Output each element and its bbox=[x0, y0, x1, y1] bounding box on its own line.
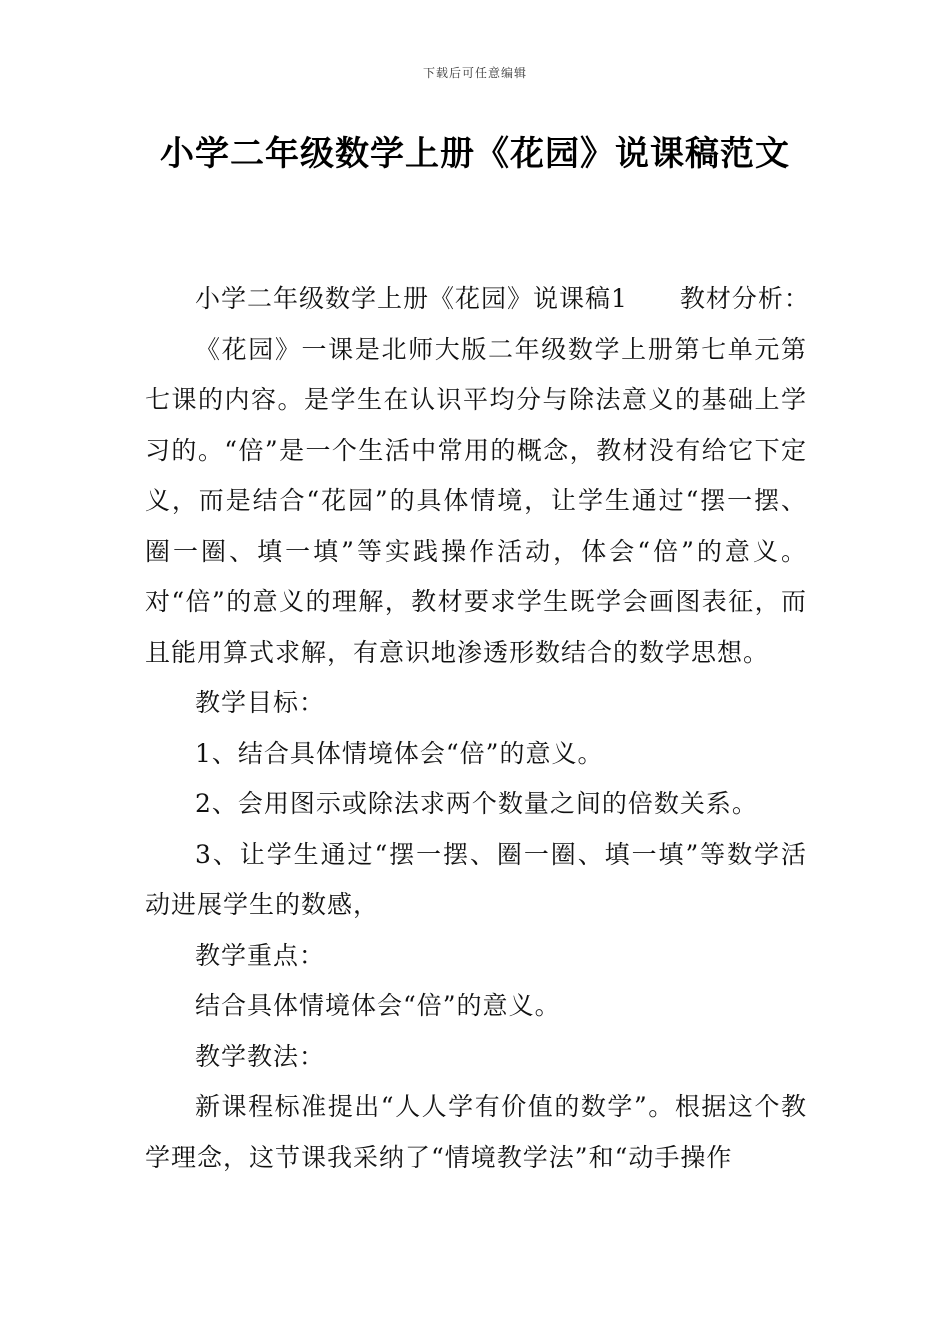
document-body bbox=[145, 274, 810, 1183]
goal-item-2: 2、会用图示或除法求两个数量之间的倍数关系。 bbox=[195, 789, 758, 818]
paragraph-key-point: 结合具体情境体会“倍”的意义。 bbox=[195, 991, 561, 1020]
section-heading-method: 教学教法： bbox=[195, 1041, 326, 1071]
section-heading-analysis: 教材分析： bbox=[679, 284, 810, 313]
paragraph-method: 新课程标准提出“人人学有价值的数学”。根据这个教学理念，这节课我采纳了“情境教学法”和“动手操作 bbox=[145, 1092, 807, 1172]
section-heading-key-point: 教学重点： bbox=[195, 940, 326, 970]
paragraph-analysis: 《花园》一课是北师大版二年级数学上册第七单元第七课的内容。是学生在认识平均分与除法意义的基础上学习的。“倍”是一个生活中常用的概念，教材没有给它下定义，而是结合“花园”的具体情境，让学生通过“摆一摆、圈一圈、填一填”等实践操作活动，体会“倍”的意义。对“倍”的意义的理解，教材要求学生既学会画图表征，而且能用算式求解，有意识地渗透形数结合的数学思想。 bbox=[145, 334, 807, 667]
section-heading-goals: 教学目标： bbox=[195, 688, 326, 717]
header-note: 下载后可任意编辑 bbox=[422, 66, 527, 80]
goal-item-1: 1、结合具体情境体会“倍”的意义。 bbox=[195, 738, 604, 768]
document-title: 小学二年级数学上册《花园》说课稿范文 bbox=[160, 134, 790, 174]
goal-item-3: 3、让学生通过“摆一摆、圈一圈、填一填”等数学活动进展学生的数感， bbox=[145, 839, 807, 919]
intro-line bbox=[145, 274, 810, 325]
intro-title: 小学二年级数学上册《花园》说课稿1 bbox=[195, 284, 628, 313]
